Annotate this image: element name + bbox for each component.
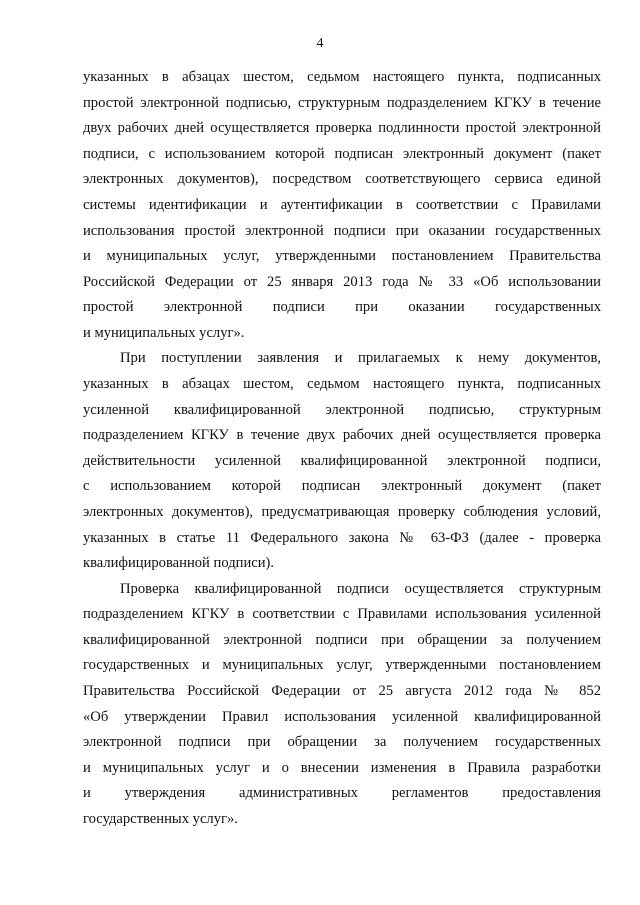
paragraph-3-line-2: подразделением КГКУ в соответствии с Правилами использования усиленной bbox=[83, 606, 601, 622]
paragraph-1-line-2: простой электронной подписью, структурным подразделением КГКУ в течение bbox=[83, 95, 601, 111]
paragraph-3-line-9: и утверждения административных регламентов предоставления bbox=[83, 785, 601, 801]
paragraph-1-line-9: Российской Федерации от 25 января 2013 года № 33 «Об использовании bbox=[83, 274, 601, 290]
paragraph-3-line-3: квалифицированной электронной подписи при обращении за получением bbox=[83, 632, 601, 648]
page-number: 4 bbox=[316, 36, 324, 51]
paragraph-2-line-8: указанных в статье 11 Федерального закона № 63-ФЗ (далее - проверка bbox=[83, 530, 601, 546]
paragraph-2-line-1: При поступлении заявления и прилагаемых к нему документов, bbox=[120, 350, 601, 366]
paragraph-1-line-7: использования простой электронной подписи при оказании государственных bbox=[83, 223, 601, 239]
paragraph-2-line-7: электронных документов), предусматривающая проверку соблюдения условий, bbox=[83, 504, 601, 520]
paragraph-2-line-3: усиленной квалифицированной электронной подписью, структурным bbox=[83, 402, 601, 418]
paragraph-3-line-5: Правительства Российской Федерации от 25 августа 2012 года № 852 bbox=[83, 683, 601, 699]
paragraph-1-line-1: указанных в абзацах шестом, седьмом настоящего пункта, подписанных bbox=[83, 69, 601, 85]
paragraph-1-line-8: и муниципальных услуг, утвержденными постановлением Правительства bbox=[83, 248, 601, 264]
paragraph-2-line-6: с использованием которой подписан электронный документ (пакет bbox=[83, 478, 601, 494]
paragraph-2-line-5: действительности усиленной квалифицированной электронной подписи, bbox=[83, 453, 601, 469]
paragraph-2-line-9: квалифицированной подписи). bbox=[83, 555, 275, 571]
paragraph-3-line-8: и муниципальных услуг и о внесении изменения в Правила разработки bbox=[83, 760, 601, 776]
paragraph-3-line-7: электронной подписи при обращении за получением государственных bbox=[83, 734, 601, 750]
paragraph-1-line-4: подписи, с использованием которой подписан электронный документ (пакет bbox=[83, 146, 601, 162]
paragraph-1-line-5: электронных документов), посредством соответствующего сервиса единой bbox=[83, 171, 601, 187]
paragraph-1-line-10: простой электронной подписи при оказании государственных bbox=[83, 299, 601, 315]
paragraph-2-line-4: подразделением КГКУ в течение двух рабочих дней осуществляется проверка bbox=[83, 427, 601, 443]
paragraph-3-line-10: государственных услуг». bbox=[83, 811, 238, 827]
paragraph-1-line-3: двух рабочих дней осуществляется проверка подлинности простой электронной bbox=[83, 120, 601, 136]
paragraph-2-line-2: указанных в абзацах шестом, седьмом настоящего пункта, подписанных bbox=[83, 376, 601, 392]
paragraph-3-line-4: государственных и муниципальных услуг, утвержденными постановлением bbox=[83, 657, 601, 673]
paragraph-1-line-6: системы идентификации и аутентификации в соответствии с Правилами bbox=[83, 197, 601, 213]
paragraph-1-line-11: и муниципальных услуг». bbox=[83, 325, 245, 341]
paragraph-3-line-6: «Об утверждении Правил использования усиленной квалифицированной bbox=[83, 709, 601, 725]
paragraph-3-line-1: Проверка квалифицированной подписи осуществляется структурным bbox=[120, 581, 601, 597]
